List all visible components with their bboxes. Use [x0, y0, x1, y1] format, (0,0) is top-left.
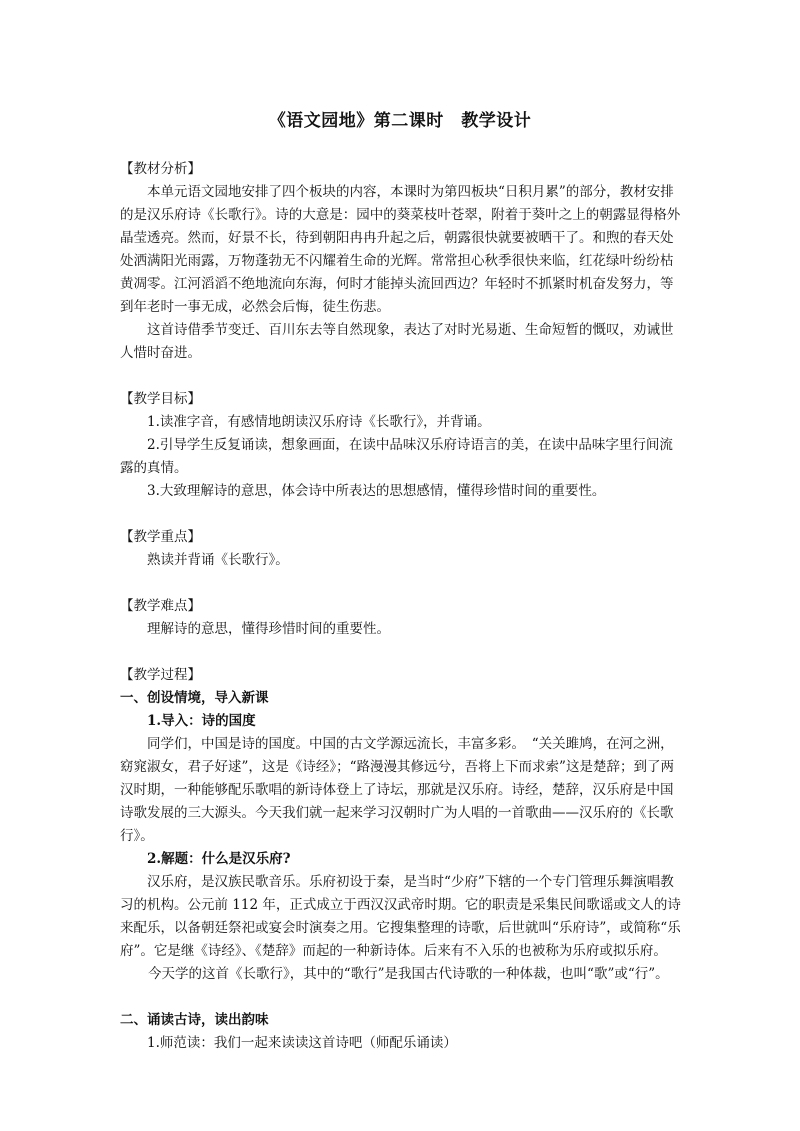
document-title: 《语文园地》第二课时 教学设计	[268, 111, 532, 131]
process-part1-title: 一、创设情境，导入新课	[120, 690, 269, 706]
section-heading-analysis: 【教材分析】	[120, 161, 201, 177]
goal-item: 1.读准字音，有感情地朗读汉乐府诗《长歌行》，并背诵。	[147, 414, 491, 430]
key-point-text: 熟读并背诵《长歌行》。	[147, 552, 289, 568]
section-heading-key-point: 【教学重点】	[120, 529, 201, 545]
analysis-paragraph-1: 本单元语文园地安排了四个板块的内容，本课时为第四板块“日积月累”的部分，教材安排的是汉乐府诗《长歌行》。诗的大意是：园中的葵菜枝叶苍翠，附着于葵叶之上的朝露显得格外晶莹透亮。然而，好景不长，待到朝阳冉冉升起之后，朝露很快就要被晒干了。和煦的春天处处洒满阳光雨露，万物蓬勃无不闪耀着生命的光辉。常常担心秋季很快来临，红花绿叶纷纷枯黄凋零。江河滔滔不绝地流向东海，何时才能掉头流回西边？年轻时不抓紧时机奋发努力，等到年老时一事无成，必然会后悔，徒生伤悲。	[120, 184, 681, 315]
process-step2-text: 汉乐府，是汉族民歌音乐。乐府初设于秦，是当时“少府”下辖的一个专门管理乐舞演唱教习的机构。公元前 112 年，正式成立于西汉汉武帝时期。它的职责是采集民间歌谣或文人的诗来配乐，以备朝廷祭祀或宴会时演奏之用。它搜集整理的诗歌，后世就叫“乐府诗”，或简称“乐府”。它是继《诗经》、《楚辞》而起的一种新诗体。后来有不入乐的也被称为乐府或拟乐府。	[120, 874, 681, 959]
process-part2-step1: 1.师范读：我们一起来读读这首诗吧（师配乐诵读）	[147, 1035, 457, 1051]
goal-item: 2.引导学生反复诵读，想象画面，在读中品味汉乐府诗语言的美，在读中品味字里行间流露的真情。	[120, 437, 673, 476]
process-part2-title: 二、诵读古诗，读出韵味	[120, 1012, 269, 1028]
section-heading-goals: 【教学目标】	[120, 391, 201, 407]
process-step2-text-2: 今天学的这首《长歌行》，其中的“歌行”是我国古代诗歌的一种体裁，也叫“歌”或“行”。	[148, 966, 669, 982]
document-body	[120, 158, 682, 1055]
section-goals	[120, 388, 682, 503]
process-step2-title: 2.解题：什么是汉乐府?	[147, 851, 291, 867]
process-step1-title: 1.导入：诗的国度	[147, 713, 256, 729]
goal-item: 3.大致理解诗的意思，体会诗中所表达的思想感情，懂得珍惜时间的重要性。	[147, 483, 606, 499]
process-step1-text: 同学们，中国是诗的国度。中国的古文学源远流长，丰富多彩。 “关关雎鸠，在河之洲，窈窕淑女，君子好逑”，这是《诗经》；“路漫漫其修远兮，吾将上下而求索”这是楚辞；到了两汉时期，一种能够配乐歌唱的新诗体登上了诗坛，那就是汉乐府。诗经，楚辞，汉乐府是中国诗歌发展的三大源头。今天我们就一起来学习汉朝时广为人唱的一首歌曲——汉乐府的《长歌行》。	[120, 736, 674, 844]
difficulty-text: 理解诗的意思，懂得珍惜时间的重要性。	[147, 621, 390, 637]
analysis-paragraph-2: 这首诗借季节变迁、百川东去等自然现象，表达了对时光易逝、生命短暂的慨叹，劝诫世人惜时奋进。	[120, 322, 674, 361]
section-difficulty	[120, 595, 682, 641]
section-heading-difficulty: 【教学难点】	[120, 598, 201, 614]
section-heading-process: 【教学过程】	[120, 667, 201, 683]
section-key-point	[120, 526, 682, 572]
section-process	[120, 664, 682, 1055]
section-analysis	[120, 158, 682, 365]
